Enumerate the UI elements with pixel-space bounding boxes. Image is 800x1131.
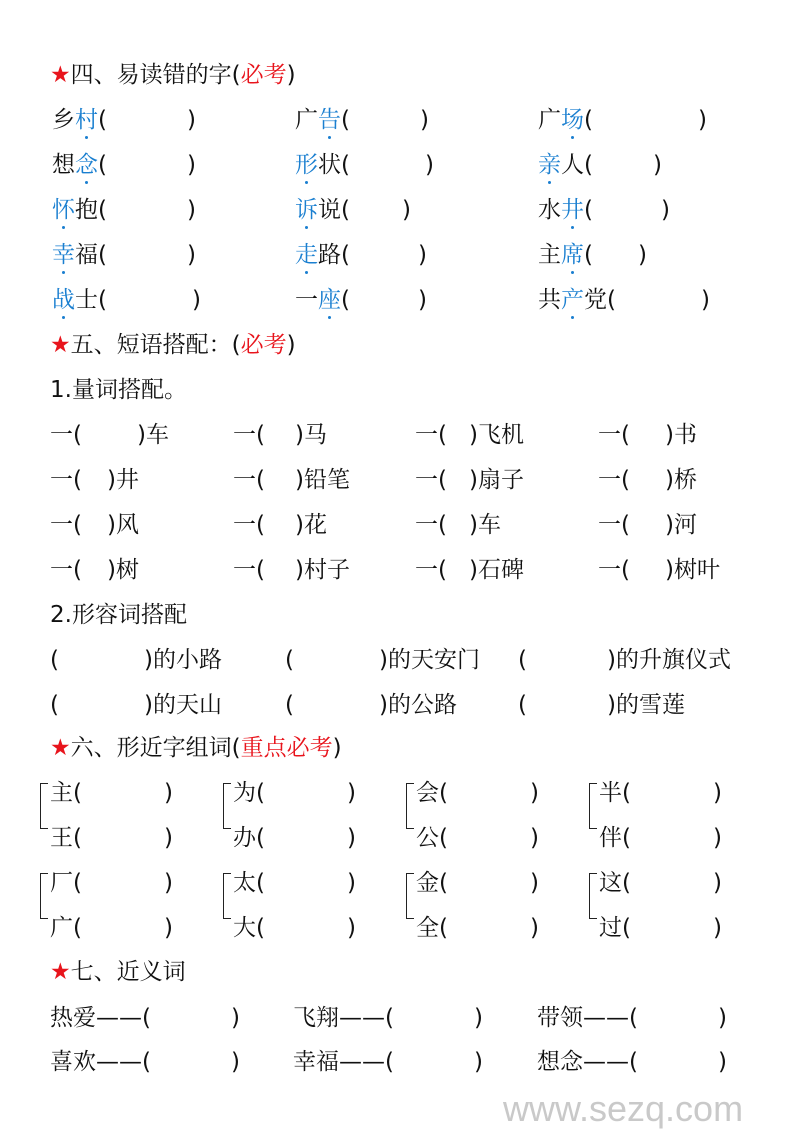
prefix: 一( <box>50 512 82 538</box>
heading-tag: 重点必考 <box>240 735 333 761</box>
word-item <box>295 240 427 270</box>
word-item <box>295 195 411 225</box>
prefix: 一( <box>598 422 630 448</box>
synonym-item <box>537 1047 727 1077</box>
char: 党 <box>584 287 607 313</box>
open-paren: ( <box>73 825 82 851</box>
measure-word-item <box>233 510 327 540</box>
suffix: )的升旗仪式 <box>606 647 731 673</box>
highlighted-char: 井 <box>561 197 584 223</box>
similar-char-item <box>416 913 539 943</box>
prefix: ( <box>50 647 59 673</box>
open-paren: ( <box>341 287 350 313</box>
suffix: )扇子 <box>468 467 524 493</box>
char: 王 <box>50 825 73 851</box>
char: 乡 <box>52 107 75 133</box>
bracket-icon <box>589 873 597 919</box>
measure-word-item <box>415 555 524 585</box>
suffix: )花 <box>294 512 327 538</box>
dash-paren: ——( <box>339 1005 394 1031</box>
open-paren: ( <box>439 870 448 896</box>
close-paren: ) <box>186 242 196 268</box>
synonym-item <box>293 1003 483 1033</box>
open-paren: ( <box>256 780 265 806</box>
dash-paren: ——( <box>96 1005 151 1031</box>
similar-char-item <box>416 778 539 808</box>
close-paren: ) <box>346 870 356 896</box>
prefix: ( <box>50 692 59 718</box>
dash-paren: ——( <box>583 1005 638 1031</box>
similar-char-item <box>50 868 173 898</box>
section-5-heading <box>50 330 296 360</box>
similar-char-item <box>233 913 356 943</box>
word: 想念 <box>537 1049 583 1075</box>
open-paren: ( <box>341 242 350 268</box>
suffix: )村子 <box>294 557 350 583</box>
close-paren: ) <box>186 197 196 223</box>
close-paren: ) <box>186 107 196 133</box>
open-paren: ( <box>256 825 265 851</box>
char: 这 <box>599 870 622 896</box>
char: 想 <box>52 152 75 178</box>
prefix: 一( <box>598 557 630 583</box>
close-paren: ) <box>712 915 722 941</box>
prefix: 一( <box>598 467 630 493</box>
close-paren: ) <box>700 287 710 313</box>
word: 飞翔 <box>293 1005 339 1031</box>
close-paren: ) <box>637 242 647 268</box>
prefix: 一( <box>233 557 265 583</box>
heading-text: 六、形近字组词( <box>70 735 241 761</box>
synonym-item <box>537 1003 727 1033</box>
word-item <box>52 150 196 180</box>
heading-close: ) <box>286 62 296 88</box>
open-paren: ( <box>584 242 593 268</box>
char: 广 <box>538 107 561 133</box>
close-paren: ) <box>529 825 539 851</box>
similar-char-item <box>599 868 722 898</box>
suffix: )风 <box>106 512 139 538</box>
suffix: )的小路 <box>143 647 222 673</box>
close-paren: ) <box>186 152 196 178</box>
measure-word-item <box>233 555 350 585</box>
char: 办 <box>233 825 256 851</box>
open-paren: ( <box>439 825 448 851</box>
prefix: 一( <box>415 467 447 493</box>
char: 一 <box>295 287 318 313</box>
similar-char-item <box>416 868 539 898</box>
suffix: )车 <box>468 512 501 538</box>
word-item <box>52 105 196 135</box>
section-7-heading <box>50 957 186 987</box>
measure-word-item <box>50 420 169 450</box>
open-paren: ( <box>622 915 631 941</box>
open-paren: ( <box>584 152 593 178</box>
char: 福 <box>75 242 98 268</box>
similar-char-item <box>599 823 722 853</box>
heading-close: ) <box>332 735 342 761</box>
close-paren: ) <box>652 152 662 178</box>
similar-char-item <box>599 913 722 943</box>
star-icon: ★ <box>50 735 71 761</box>
heading-tag: 必考 <box>240 62 287 88</box>
prefix: 一( <box>50 557 82 583</box>
similar-char-item <box>599 778 722 808</box>
highlighted-char: 怀 <box>52 197 75 223</box>
suffix: )的天安门 <box>378 647 480 673</box>
synonym-item <box>50 1003 240 1033</box>
char: 状 <box>318 152 341 178</box>
watermark: www.sezq.com <box>503 1088 744 1129</box>
char: 说 <box>318 197 341 223</box>
highlighted-char: 产 <box>561 287 584 313</box>
prefix: 一( <box>233 467 265 493</box>
char: 主 <box>538 242 561 268</box>
char: 水 <box>538 197 561 223</box>
measure-word-item <box>50 555 139 585</box>
open-paren: ( <box>98 107 107 133</box>
word-item <box>295 285 427 315</box>
open-paren: ( <box>584 107 593 133</box>
open-paren: ( <box>73 915 82 941</box>
suffix: )飞机 <box>468 422 524 448</box>
close-paren: ) <box>163 870 173 896</box>
measure-word-item <box>50 465 139 495</box>
heading-close: ) <box>286 332 296 358</box>
prefix: 一( <box>415 422 447 448</box>
char: 人 <box>561 152 584 178</box>
prefix: 一( <box>233 512 265 538</box>
measure-word-item <box>233 465 350 495</box>
word-item <box>538 105 707 135</box>
word-item <box>538 240 647 270</box>
close-paren: ) <box>346 825 356 851</box>
prefix: ( <box>285 692 294 718</box>
close-paren: ) <box>529 915 539 941</box>
star-icon: ★ <box>50 332 71 358</box>
close-paren: ) <box>424 152 434 178</box>
char: 全 <box>416 915 439 941</box>
highlighted-char: 亲 <box>538 152 561 178</box>
measure-word-item <box>415 420 524 450</box>
close-paren: ) <box>529 870 539 896</box>
measure-word-item <box>598 420 697 450</box>
suffix: )的天山 <box>143 692 222 718</box>
open-paren: ( <box>341 197 350 223</box>
open-paren: ( <box>622 825 631 851</box>
bracket-icon <box>406 783 414 829</box>
close-paren: ) <box>346 915 356 941</box>
prefix: ( <box>518 647 527 673</box>
measure-word-item <box>415 465 524 495</box>
heading-tag: 必考 <box>240 332 287 358</box>
suffix: )书 <box>664 422 697 448</box>
open-paren: ( <box>98 152 107 178</box>
close-paren: ) <box>163 780 173 806</box>
similar-char-item <box>233 778 356 808</box>
open-paren: ( <box>73 780 82 806</box>
heading-text: 五、短语搭配：( <box>70 332 241 358</box>
char: 金 <box>416 870 439 896</box>
highlighted-char: 告 <box>318 107 341 133</box>
suffix: )马 <box>294 422 327 448</box>
measure-word-item <box>415 510 501 540</box>
word-item <box>52 240 196 270</box>
highlighted-char: 村 <box>75 107 98 133</box>
highlighted-char: 场 <box>561 107 584 133</box>
prefix: 一( <box>415 557 447 583</box>
adjective-item <box>518 690 685 720</box>
close-paren: ) <box>712 780 722 806</box>
section-6-heading <box>50 733 342 763</box>
char: 广 <box>295 107 318 133</box>
word-item <box>295 105 429 135</box>
measure-word-item <box>598 465 697 495</box>
suffix: )铅笔 <box>294 467 350 493</box>
char: 公 <box>416 825 439 851</box>
highlighted-char: 席 <box>561 242 584 268</box>
highlighted-char: 念 <box>75 152 98 178</box>
adjective-item <box>50 645 222 675</box>
word: 幸福 <box>293 1049 339 1075</box>
highlighted-char: 形 <box>295 152 318 178</box>
measure-word-item <box>50 510 139 540</box>
star-icon: ★ <box>50 959 71 985</box>
dash-paren: ——( <box>339 1049 394 1075</box>
char: 共 <box>538 287 561 313</box>
close-paren: ) <box>717 1049 727 1075</box>
highlighted-char: 诉 <box>295 197 318 223</box>
char: 路 <box>318 242 341 268</box>
open-paren: ( <box>98 242 107 268</box>
prefix: 一( <box>50 422 82 448</box>
open-paren: ( <box>622 780 631 806</box>
close-paren: ) <box>473 1049 483 1075</box>
prefix: 一( <box>598 512 630 538</box>
close-paren: ) <box>417 242 427 268</box>
open-paren: ( <box>98 287 107 313</box>
word: 喜欢 <box>50 1049 96 1075</box>
subheading-measure-words: 1.量词搭配。 <box>50 377 187 403</box>
close-paren: ) <box>346 780 356 806</box>
adjective-item <box>50 690 222 720</box>
close-paren: ) <box>712 825 722 851</box>
similar-char-item <box>233 823 356 853</box>
dash-paren: ——( <box>583 1049 638 1075</box>
suffix: )井 <box>106 467 139 493</box>
char: 会 <box>416 780 439 806</box>
suffix: )树 <box>106 557 139 583</box>
suffix: )桥 <box>664 467 697 493</box>
open-paren: ( <box>439 780 448 806</box>
heading-text: 七、近义词 <box>70 959 186 985</box>
char: 抱 <box>75 197 98 223</box>
similar-char-item <box>416 823 539 853</box>
close-paren: ) <box>419 107 429 133</box>
bracket-icon <box>589 783 597 829</box>
bracket-icon <box>40 783 48 829</box>
prefix: 一( <box>415 512 447 538</box>
subheading-adjectives: 2.形容词搭配 <box>50 602 187 628</box>
close-paren: ) <box>417 287 427 313</box>
suffix: )树叶 <box>664 557 720 583</box>
suffix: )河 <box>664 512 697 538</box>
word-item <box>538 285 710 315</box>
close-paren: ) <box>401 197 411 223</box>
bracket-icon <box>406 873 414 919</box>
close-paren: ) <box>697 107 707 133</box>
measure-word-item <box>233 420 327 450</box>
close-paren: ) <box>473 1005 483 1031</box>
highlighted-char: 座 <box>318 287 341 313</box>
char: 半 <box>599 780 622 806</box>
synonym-item <box>293 1047 483 1077</box>
close-paren: ) <box>163 825 173 851</box>
bracket-icon <box>223 873 231 919</box>
prefix: 一( <box>50 467 82 493</box>
char: 士 <box>75 287 98 313</box>
similar-char-item <box>50 778 173 808</box>
adjective-item <box>285 690 457 720</box>
word: 带领 <box>537 1005 583 1031</box>
close-paren: ) <box>712 870 722 896</box>
bracket-icon <box>223 783 231 829</box>
char: 伴 <box>599 825 622 851</box>
char: 太 <box>233 870 256 896</box>
open-paren: ( <box>341 152 350 178</box>
suffix: )的雪莲 <box>606 692 685 718</box>
highlighted-char: 幸 <box>52 242 75 268</box>
open-paren: ( <box>256 915 265 941</box>
open-paren: ( <box>256 870 265 896</box>
adjective-item <box>285 645 480 675</box>
close-paren: ) <box>660 197 670 223</box>
adjective-item <box>518 645 731 675</box>
similar-char-item <box>50 823 173 853</box>
open-paren: ( <box>584 197 593 223</box>
measure-word-item <box>598 555 720 585</box>
bracket-icon <box>40 873 48 919</box>
char: 广 <box>50 915 73 941</box>
word-item <box>295 150 434 180</box>
word-item <box>52 285 201 315</box>
char: 厂 <box>50 870 73 896</box>
close-paren: ) <box>191 287 201 313</box>
highlighted-char: 走 <box>295 242 318 268</box>
prefix: ( <box>285 647 294 673</box>
close-paren: ) <box>717 1005 727 1031</box>
suffix: )的公路 <box>378 692 457 718</box>
synonym-item <box>50 1047 240 1077</box>
char: 过 <box>599 915 622 941</box>
close-paren: ) <box>230 1049 240 1075</box>
prefix: ( <box>518 692 527 718</box>
highlighted-char: 战 <box>52 287 75 313</box>
open-paren: ( <box>98 197 107 223</box>
char: 大 <box>233 915 256 941</box>
word: 热爱 <box>50 1005 96 1031</box>
dash-paren: ——( <box>96 1049 151 1075</box>
open-paren: ( <box>73 870 82 896</box>
open-paren: ( <box>607 287 616 313</box>
similar-char-item <box>50 913 173 943</box>
measure-word-item <box>598 510 697 540</box>
char: 为 <box>233 780 256 806</box>
close-paren: ) <box>163 915 173 941</box>
char: 主 <box>50 780 73 806</box>
suffix: )石碑 <box>468 557 524 583</box>
open-paren: ( <box>622 870 631 896</box>
close-paren: ) <box>529 780 539 806</box>
word-item <box>52 195 196 225</box>
close-paren: ) <box>230 1005 240 1031</box>
word-item <box>538 150 662 180</box>
star-icon: ★ <box>50 62 71 88</box>
open-paren: ( <box>341 107 350 133</box>
heading-text: 四、易读错的字( <box>70 62 241 88</box>
prefix: 一( <box>233 422 265 448</box>
similar-char-item <box>233 868 356 898</box>
suffix: )车 <box>136 422 169 448</box>
open-paren: ( <box>439 915 448 941</box>
word-item <box>538 195 670 225</box>
section-4-heading <box>50 60 296 90</box>
